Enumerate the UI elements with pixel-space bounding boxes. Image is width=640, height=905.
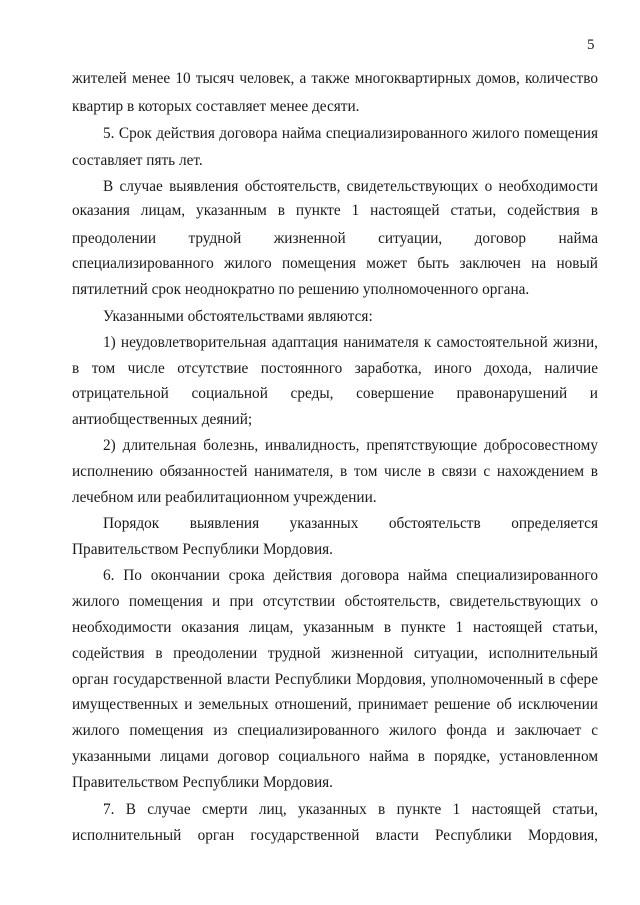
text-line: Указанными обстоятельствами являются: xyxy=(103,308,373,325)
text-line: В случае выявления обстоятельств, свидетельствующих о необходимости xyxy=(103,178,598,195)
text-line: исполнению обязанностей нанимателя, в том числе в связи с нахождением в xyxy=(72,463,598,480)
text-line: отрицательной социальной среды, совершение правонарушений и xyxy=(72,385,598,402)
text-line: лечебном или реабилитационном учреждении. xyxy=(72,489,377,506)
text-line: исполнительный орган государственной власти Республики Мордовия, xyxy=(72,827,598,844)
page-number: 5 xyxy=(587,37,595,53)
text-line: в том числе отсутствие постоянного заработка, иного дохода, наличие xyxy=(72,360,598,377)
text-line: орган государственной власти Республики Мордовия, уполномоченный в сфере xyxy=(72,671,598,688)
text-line: пятилетний срок неоднократно по решению уполномоченного органа. xyxy=(72,281,530,298)
text-line: жителей менее 10 тысяч человек, а также многоквартирных домов, количество xyxy=(72,70,598,87)
text-line: Правительством Республики Мордовия. xyxy=(72,541,334,558)
text-line: 7. В случае смерти лиц, указанных в пункте 1 настоящей статьи, xyxy=(103,801,598,818)
text-line: 5. Срок действия договора найма специализированного жилого помещения xyxy=(103,125,598,142)
text-line: преодолении трудной жизненной ситуации, договор найма xyxy=(72,230,598,247)
text-line: специализированного жилого помещения может быть заключен на новый xyxy=(72,255,598,272)
text-line: жилого помещения и при отсутствии обстоятельств, свидетельствующих о xyxy=(72,593,598,610)
text-line: составляет пять лет. xyxy=(72,152,203,169)
text-line: 6. По окончании срока действия договора найма специализированного xyxy=(103,567,598,584)
text-line: указанными лицами договор социального найма в порядке, установленном xyxy=(72,748,598,765)
text-line: антиобщественных деяний; xyxy=(72,411,253,428)
text-line: имущественных и земельных отношений, принимает решение об исключении xyxy=(72,696,598,713)
text-line: жилого помещения из специализированного жилого фонда и заключает с xyxy=(72,722,598,739)
text-line: содействия в преодолении трудной жизненной ситуации, исполнительный xyxy=(72,645,598,662)
text-line: необходимости оказания лицам, указанным в пункте 1 настоящей статьи, xyxy=(72,619,598,636)
text-line: квартир в которых составляет менее десяти. xyxy=(72,98,360,115)
text-line: Порядок выявления указанных обстоятельств определяется xyxy=(103,515,598,532)
text-line: 1) неудовлетворительная адаптация нанимателя к самостоятельной жизни, xyxy=(103,334,598,351)
text-line: 2) длительная болезнь, инвалидность, препятствующие добросовестному xyxy=(103,437,598,454)
text-line: оказания лицам, указанным в пункте 1 настоящей статьи, содействия в xyxy=(72,202,598,219)
text-line: Правительством Республики Мордовия. xyxy=(72,774,334,791)
